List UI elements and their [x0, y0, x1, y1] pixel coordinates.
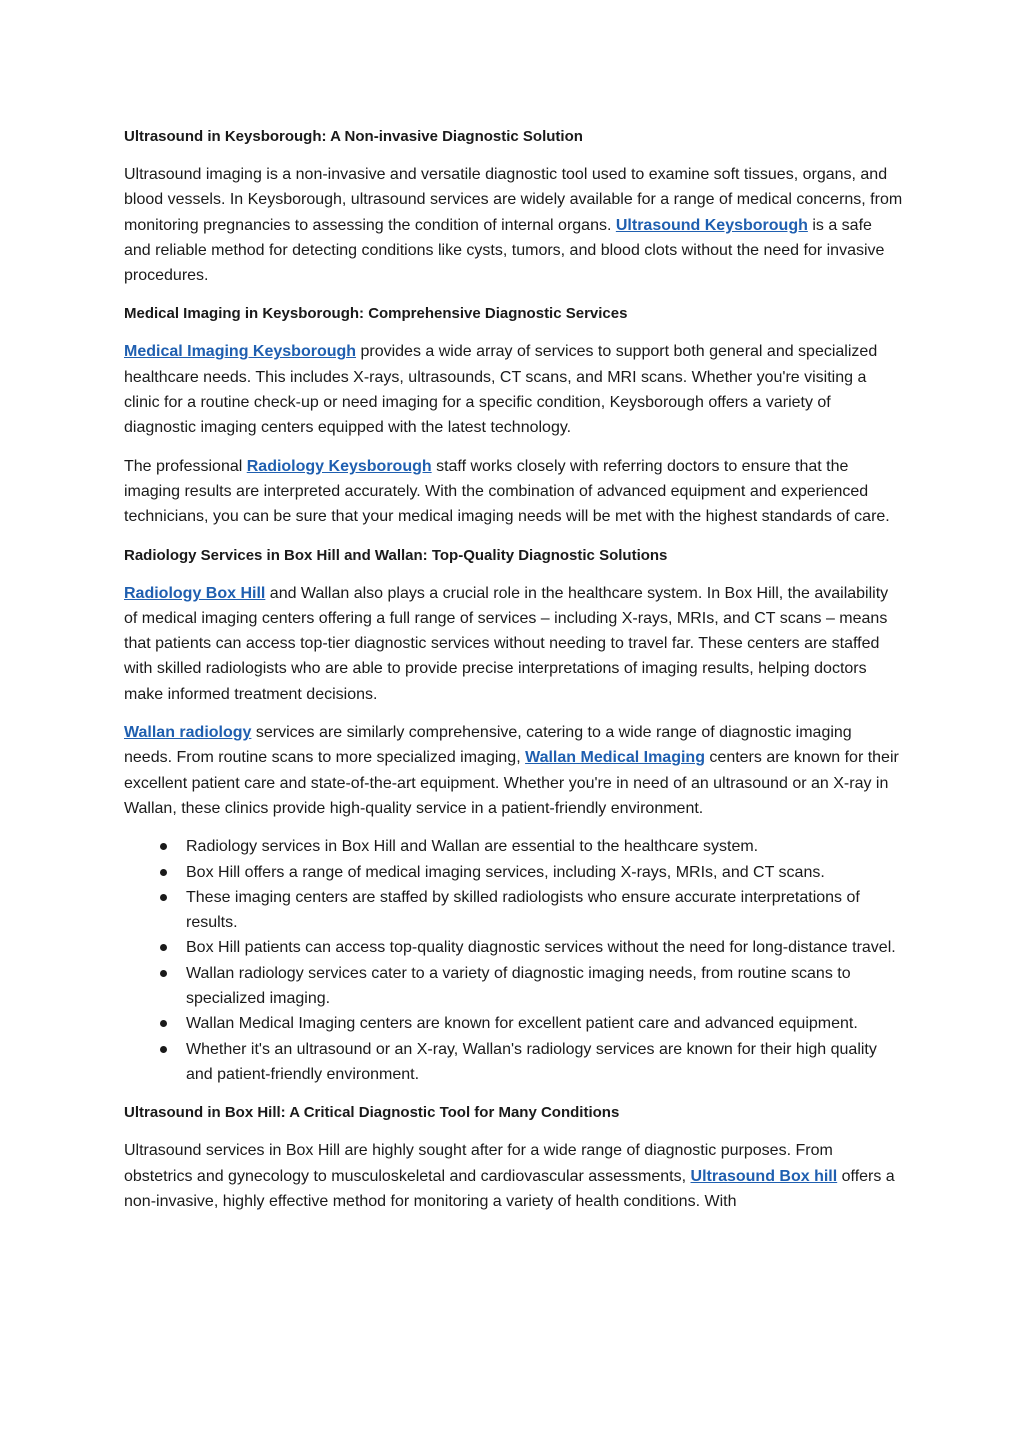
list-item	[186, 961, 903, 1012]
paragraph-radiology-keysborough	[124, 454, 903, 530]
list-item	[186, 1037, 903, 1088]
heading-radiology-box-hill-wallan: Radiology Services in Box Hill and Wallan: Top-Quality Diagnostic Solutions	[124, 546, 668, 564]
bullet-icon	[160, 944, 167, 951]
list-item	[186, 1011, 903, 1036]
paragraph-text: The professional	[124, 457, 247, 475]
paragraph-text: services are similarly comprehensive, catering to a wide range of diagnostic imaging needs. From routine scans to more specialized imaging,	[124, 724, 852, 767]
link-radiology-keysborough[interactable]: Radiology Keysborough	[246, 457, 432, 475]
paragraph-text: Ultrasound imaging is a non-invasive and versatile diagnostic tool used to examine soft tissues, organs, and blood vessels. In Keysborough, ultrasound services are widely available for a range of medical concerns, from monitoring pregnancies to assessing the condition of internal organs.	[124, 166, 903, 234]
paragraph-text: is a safe and reliable method for detecting conditions like cysts, tumors, and blood clots without the need for invasive procedures.	[124, 216, 885, 285]
paragraph-text: offers a non-invasive, highly effective method for monitoring a variety of health conditions. With	[124, 1167, 895, 1210]
list-item-text: These imaging centers are staffed by skilled radiologists who ensure accurate interpretations of results.	[186, 888, 860, 932]
paragraph-text: centers are known for their excellent patient care and state-of-the-art equipment. Whether you're in need of an ultrasound or an X-ray in Wallan, these clinics provide high-quality service in a patient-friendly environment.	[124, 749, 899, 817]
link-radiology-box-hill[interactable]: Radiology Box Hill	[124, 584, 266, 602]
paragraph-radiology-box-hill	[124, 581, 903, 707]
list-item	[186, 860, 903, 885]
paragraph-medical-imaging-keysborough	[124, 339, 903, 440]
list-item-text: Whether it's an ultrasound or an X-ray, Wallan's radiology services are known for their high quality and patient-friendly environment.	[186, 1040, 877, 1083]
list-item-text: Wallan Medical Imaging centers are known for excellent patient care and advanced equipment.	[186, 1015, 858, 1033]
link-medical-imaging-keysborough[interactable]: Medical Imaging Keysborough	[124, 343, 357, 361]
paragraph-text: provides a wide array of services to support both general and specialized healthcare needs. This includes X-rays, ultrasounds, CT scans, and MRI scans. Whether you're visiting a clinic for a routine check-up or need imaging for a specific condition, Keysborough offers a variety of diagnostic imaging centers equipped with the latest technology.	[124, 343, 878, 437]
list-item	[186, 885, 903, 936]
paragraph-text: Ultrasound services in Box Hill are highly sought after for a wide range of diagnostic purposes. From obstetrics and gynecology to musculoskeletal and cardiovascular assessments,	[124, 1142, 833, 1185]
paragraph-wallan-radiology	[124, 720, 903, 821]
bullet-icon	[160, 1020, 167, 1027]
link-wallan-medical-imaging[interactable]: Wallan Medical Imaging	[525, 749, 705, 767]
link-ultrasound-box-hill[interactable]: Ultrasound Box hill	[690, 1167, 838, 1185]
paragraph-ultrasound-keysborough	[124, 162, 903, 288]
heading-ultrasound-box-hill: Ultrasound in Box Hill: A Critical Diagnostic Tool for Many Conditions	[124, 1104, 620, 1122]
bullet-icon	[160, 894, 167, 901]
list-item	[186, 834, 903, 859]
paragraph-text: staff works closely with referring doctors to ensure that the imaging results are interpreted accurately. With the combination of advanced equipment and experienced technicians, you can be sure that your medical imaging needs will be met with the highest standards of care.	[124, 457, 890, 526]
list-item-text: Box Hill patients can access top-quality diagnostic services without the need for long-distance travel.	[186, 939, 896, 957]
bullet-icon	[160, 970, 167, 977]
link-wallan-radiology[interactable]: Wallan radiology	[124, 724, 252, 742]
list-item-text: Box Hill offers a range of medical imaging services, including X-rays, MRIs, and CT scans.	[186, 863, 825, 881]
link-ultrasound-keysborough[interactable]: Ultrasound Keysborough	[615, 216, 808, 234]
bullet-icon	[160, 1046, 167, 1053]
list-item-text: Wallan radiology services cater to a variety of diagnostic imaging needs, from routine scans to specialized imaging.	[186, 964, 851, 1008]
heading-medical-imaging-keysborough: Medical Imaging in Keysborough: Comprehensive Diagnostic Services	[124, 305, 628, 323]
heading-ultrasound-keysborough: Ultrasound in Keysborough: A Non-invasive Diagnostic Solution	[124, 128, 583, 145]
bullet-icon	[160, 869, 167, 876]
list-item-text: Radiology services in Box Hill and Wallan are essential to the healthcare system.	[186, 838, 759, 856]
bullet-icon	[160, 843, 167, 850]
bullet-list	[124, 834, 903, 1087]
paragraph-ultrasound-box-hill	[124, 1138, 903, 1214]
list-item	[186, 935, 903, 960]
paragraph-text: and Wallan also plays a crucial role in the healthcare system. In Box Hill, the availability of medical imaging centers offering a full range of services – including X-rays, MRIs, and CT scans – means that patients can access top-tier diagnostic services without needing to travel far. These centers are staffed with skilled radiologists who are able to provide precise interpretations of imaging results, helping doctors make informed treatment decisions.	[124, 584, 889, 703]
